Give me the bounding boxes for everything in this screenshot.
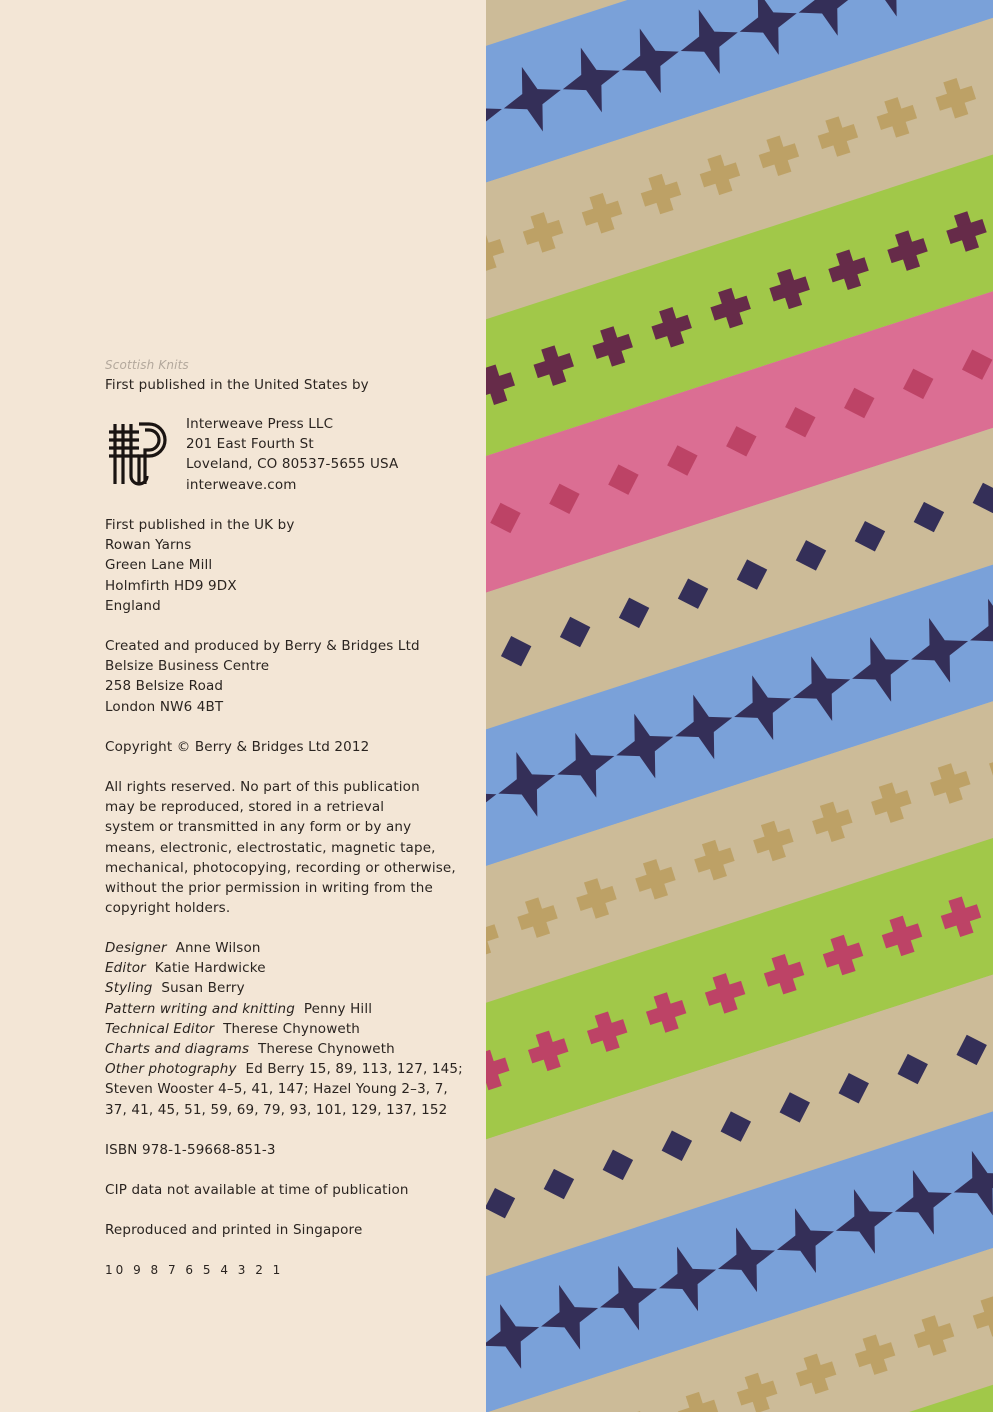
uk-published-line: First published in the UK by [105, 517, 295, 533]
rights-line: without the prior permission in writing from the [105, 880, 433, 897]
print-run: 10 9 8 7 6 5 4 3 2 1 [105, 1263, 284, 1277]
credit-role: Technical Editor [105, 1020, 215, 1037]
credit-charts [105, 1039, 465, 1059]
credit-name: Katie Hardwicke [154, 960, 266, 977]
publisher-address [186, 414, 466, 495]
credit-photography-cont: Steven Wooster 4–5, 41, 147; Hazel Young 2–3, 7, [105, 1081, 448, 1098]
publisher-name: Interweave Press LLC [186, 416, 334, 432]
credit-designer [105, 938, 465, 958]
copyright-block [105, 737, 465, 757]
producer-line: Created and produced by Berry & Bridges Ltd [105, 638, 420, 654]
cip-note: CIP data not available at time of publication [105, 1182, 409, 1198]
uk-town: Holmfirth HD9 9DX [105, 577, 237, 594]
credit-role: Charts and diagrams [105, 1041, 250, 1058]
credit-pattern-writing [105, 999, 465, 1019]
uk-publisher-name: Rowan Yarns [105, 537, 192, 554]
fair-isle-knit-photo [486, 0, 993, 1412]
isbn-block [105, 1140, 465, 1160]
series-title: Scottish Knits [105, 358, 189, 372]
uk-publisher-block [105, 515, 465, 616]
rights-line: All rights reserved. No part of this publication [105, 779, 420, 795]
publisher-street: 201 East Fourth St [186, 436, 314, 453]
producer-street: 258 Belsize Road [105, 678, 224, 695]
publisher-city: Loveland, CO 80537-5655 USA [186, 456, 399, 473]
credit-name: Ed Berry 15, 89, 113, 127, 145; [245, 1061, 463, 1078]
rights-line: may be reproduced, stored in a retrieval [105, 799, 385, 816]
producer-city: London NW6 4BT [105, 698, 224, 715]
uk-country: England [105, 597, 161, 614]
rights-line: means, electronic, electrostatic, magnetic tape, [105, 839, 436, 856]
rights-line: mechanical, photocopying, recording or otherwise, [105, 859, 456, 876]
credit-role: Designer [105, 940, 167, 956]
credits-block [105, 938, 465, 1120]
credit-role: Other photography [105, 1061, 237, 1078]
producer-block [105, 636, 465, 717]
credit-editor [105, 958, 465, 978]
credit-photography-cont: 37, 41, 45, 51, 59, 69, 79, 93, 101, 129, 137, 152 [105, 1101, 448, 1118]
credit-name: Penny Hill [303, 1000, 373, 1017]
us-published-line: First published in the United States by [105, 377, 369, 394]
credit-name: Anne Wilson [175, 940, 261, 956]
credit-name: Therese Chynoweth [258, 1041, 395, 1058]
rights-block [105, 777, 465, 918]
copyright-line: Copyright © Berry & Bridges Ltd 2012 [105, 739, 370, 755]
rights-line: copyright holders. [105, 900, 231, 917]
knit-overlay [486, 0, 993, 1412]
uk-street: Green Lane Mill [105, 557, 213, 574]
credit-role: Editor [105, 960, 146, 977]
print-run-block [105, 1260, 465, 1280]
credit-photography [105, 1059, 465, 1079]
credit-name: Therese Chynoweth [223, 1020, 360, 1037]
credit-styling [105, 978, 465, 998]
cip-block [105, 1180, 465, 1200]
printed-block [105, 1220, 465, 1240]
isbn: ISBN 978-1-59668-851-3 [105, 1142, 276, 1158]
credit-name: Susan Berry [161, 980, 245, 997]
intro-block [105, 355, 465, 395]
producer-building: Belsize Business Centre [105, 658, 270, 675]
printed-note: Reproduced and printed in Singapore [105, 1222, 363, 1238]
credit-role: Styling [105, 980, 153, 997]
knit-pattern-image [486, 0, 993, 1412]
rights-line: system or transmitted in any form or by any [105, 819, 412, 836]
interweave-logo-icon [105, 418, 169, 490]
credit-technical-editor [105, 1019, 465, 1039]
publisher-website: interweave.com [186, 476, 297, 493]
credit-role: Pattern writing and knitting [105, 1000, 295, 1017]
